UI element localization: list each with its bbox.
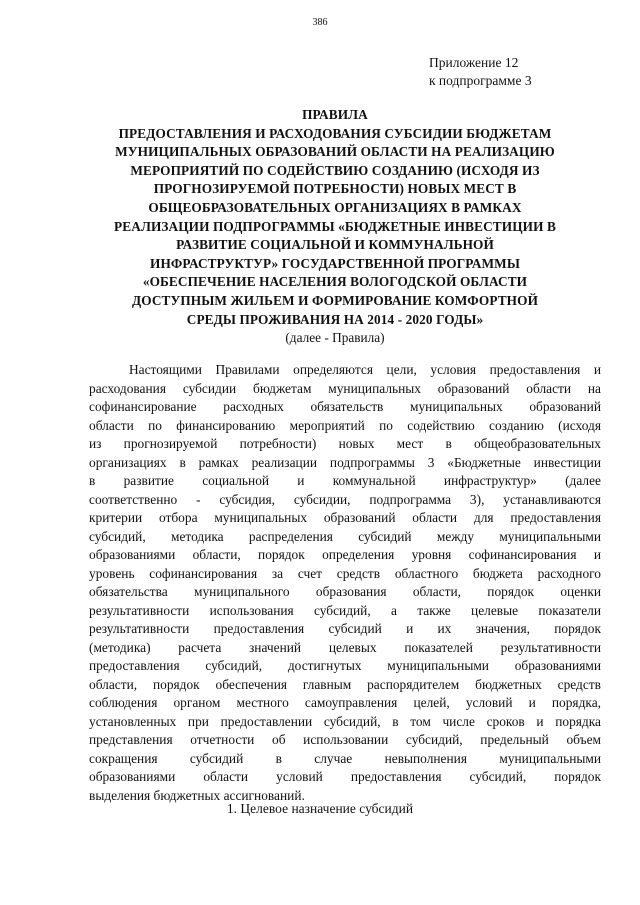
paragraph-line: образованиями области условий предоставления субсидий, порядок: [89, 769, 601, 784]
paragraph-line: Настоящими Правилами определяются цели, условия предоставления и: [129, 362, 601, 377]
paragraph-line: установленных при предоставлении субсидий, в том числе сроков и порядка: [89, 713, 601, 729]
title-subtitle: (далее - Правила): [285, 330, 385, 346]
title-line: ПРАВИЛА: [302, 107, 368, 122]
document-title: [70, 106, 600, 347]
title-line: ПРЕДОСТАВЛЕНИЯ И РАСХОДОВАНИЯ СУБСИДИИ БЮДЖЕТАМ: [118, 125, 552, 141]
paragraph-line: результативности использования субсидий, а также целевые показатели: [89, 602, 601, 618]
paragraph-line: расходования субсидии бюджетам муниципальных образований области на: [89, 380, 601, 396]
paragraph-line: субсидий, методика распределения субсидий между муниципальными: [89, 528, 601, 544]
paragraph-line: из прогнозируемой потребности) новых мест в общеобразовательных: [89, 436, 601, 451]
paragraph-line: (методика) расчета значений целевых показателей результативности: [89, 639, 601, 655]
title-line: ИНФРАСТРУКТУР» ГОСУДАРСТВЕННОЙ ПРОГРАММЫ: [150, 255, 520, 271]
paragraph-line: соблюдения органом местного самоуправления целей, условий и порядка,: [89, 695, 601, 710]
title-line: СРЕДЫ ПРОЖИВАНИЯ НА 2014 - 2020 ГОДЫ»: [186, 311, 484, 327]
title-line: ПРОГНОЗИРУЕМОЙ ПОТРЕБНОСТИ) НОВЫХ МЕСТ В: [153, 181, 517, 197]
title-line: «ОБЕСПЕЧЕНИЕ НАСЕЛЕНИЯ ВОЛОГОДСКОЙ ОБЛАСТИ: [142, 274, 528, 290]
body-paragraph: [89, 361, 601, 805]
title-line: ДОСТУПНЫМ ЖИЛЬЕМ И ФОРМИРОВАНИЕ КОМФОРТНОЙ: [131, 292, 539, 308]
paragraph-line: образованиями области, порядок определения уровня софинансирования и: [89, 547, 601, 562]
appendix-subprogram-line: к подпрограмме 3: [429, 73, 532, 88]
title-line: МУНИЦИПАЛЬНЫХ ОБРАЗОВАНИЙ ОБЛАСТИ НА РЕАЛИЗАЦИЮ: [115, 144, 555, 160]
appendix-reference: [429, 54, 532, 90]
paragraph-line: сокращения субсидий в случае невыполнения муниципальными: [89, 750, 601, 766]
paragraph-line: организациях в рамках реализации подпрограммы 3 «Бюджетные инвестиции: [89, 454, 601, 470]
title-line: РАЗВИТИЕ СОЦИАЛЬНОЙ И КОММУНАЛЬНОЙ: [176, 237, 494, 253]
paragraph-line: предоставления субсидий, достигнутых муниципальными образованиями: [89, 658, 601, 673]
paragraph-line: софинансирование расходных обязательств муниципальных образований: [89, 399, 601, 414]
paragraph-line: области, порядок обеспечения главным распорядителем бюджетных средств: [89, 676, 601, 692]
title-line: РЕАЛИЗАЦИИ ПОДПРОГРАММЫ «БЮДЖЕТНЫЕ ИНВЕСТИЦИИ В: [114, 218, 556, 234]
paragraph-line: результативности предоставления субсидий и их значения, порядок: [89, 621, 601, 636]
title-line: МЕРОПРИЯТИЙ ПО СОДЕЙСТВИЮ СОЗДАНИЮ (ИСХОДЯ ИЗ: [130, 162, 540, 178]
paragraph-line: представления отчетности об использовании субсидий, предельный объем: [89, 732, 601, 747]
paragraph-line: уровень софинансирования за счет средств областного бюджета расходного: [89, 565, 601, 581]
title-line: ОБЩЕОБРАЗОВАТЕЛЬНЫХ ОРГАНИЗАЦИЯХ В РАМКАХ: [148, 199, 522, 215]
paragraph-line: выделения бюджетных ассигнований.: [89, 787, 305, 803]
paragraph-line: критерии отбора муниципальных образований области для предоставления: [89, 510, 601, 525]
paragraph-line: обязательства муниципального образования области, порядок оценки: [89, 584, 601, 599]
paragraph-line: в развитие социальной и коммунальной инфраструктур» (далее: [89, 473, 601, 488]
paragraph-line: области по финансированию мероприятий по содействию созданию (исходя: [89, 417, 601, 433]
page-number: 386: [312, 17, 328, 28]
section-heading: 1. Целевое назначение субсидий: [226, 801, 414, 816]
paragraph-line: соответственно - субсидия, субсидии, подпрограмма 3), устанавливаются: [89, 491, 601, 507]
appendix-line: Приложение 12: [429, 55, 519, 70]
